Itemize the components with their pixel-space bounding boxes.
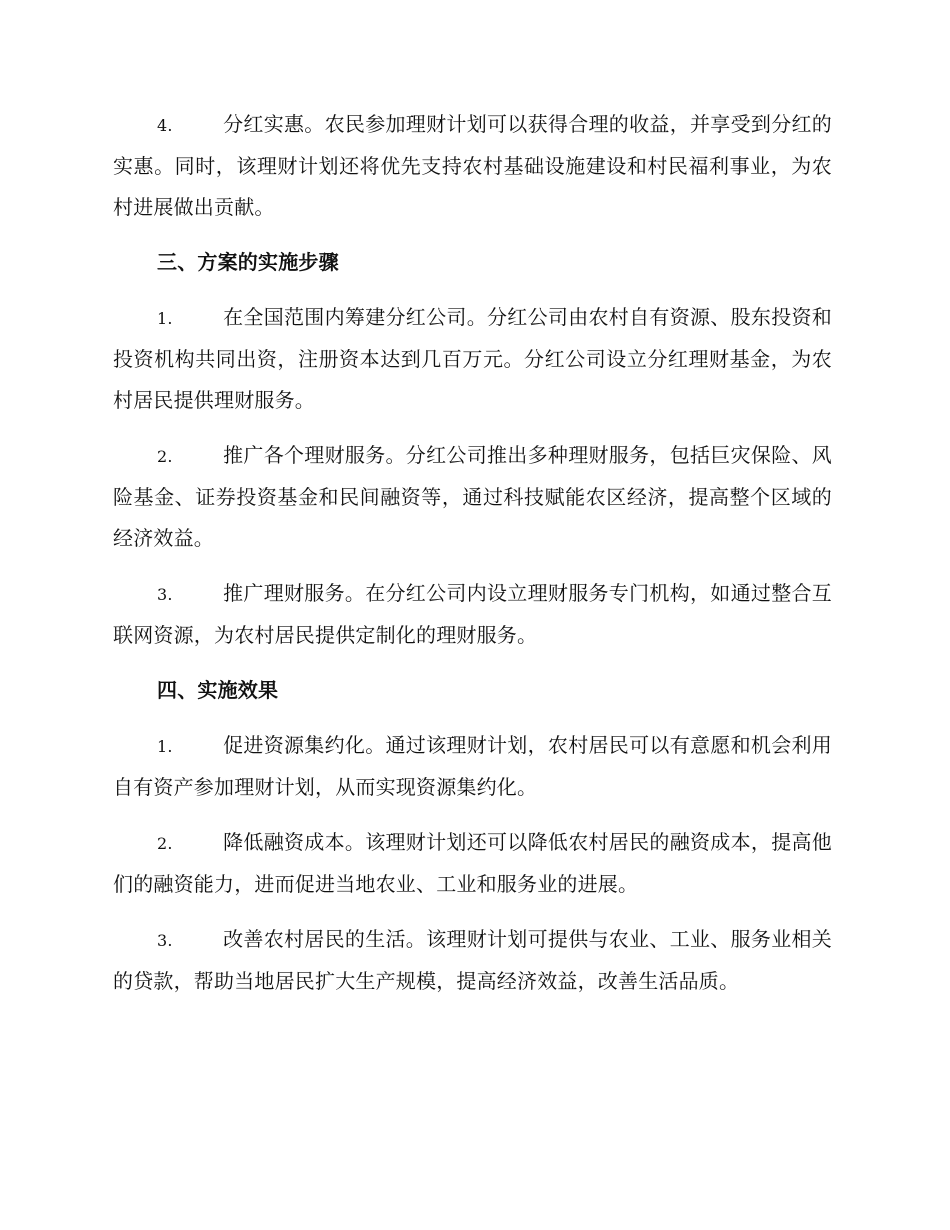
section-heading-implementation-steps: 三、方案的实施步骤 <box>157 250 339 274</box>
item-number: 2. <box>157 447 173 466</box>
item-number: 3. <box>157 585 173 604</box>
section-heading-implementation-effects: 四、实施效果 <box>157 678 279 702</box>
paragraph-effect-2 <box>113 822 832 905</box>
paragraph-text: 促进资源集约化。通过该理财计划，农村居民可以有意愿和机会利用自有资产参加理财计划，从而实现资源集约化。 <box>113 733 832 799</box>
item-number: 2. <box>157 834 173 853</box>
paragraph-effect-3 <box>113 919 832 1002</box>
paragraph-text: 降低融资成本。该理财计划还可以降低农村居民的融资成本，提高他们的融资能力，进而促进当地农业、工业和服务业的进展。 <box>113 830 832 896</box>
item-number: 1. <box>157 309 173 328</box>
item-number: 1. <box>157 737 173 756</box>
paragraph-step-3 <box>113 573 832 656</box>
paragraph-text: 改善农村居民的生活。该理财计划可提供与农业、工业、服务业相关的贷款，帮助当地居民扩大生产规模，提高经济效益，改善生活品质。 <box>113 927 832 993</box>
paragraph-text: 分红实惠。农民参加理财计划可以获得合理的收益，并享受到分红的实惠。同时，该理财计划还将优先支持农村基础设施建设和村民福利事业，为农村进展做出贡献。 <box>113 112 832 219</box>
paragraph-text: 推广理财服务。在分红公司内设立理财服务专门机构，如通过整合互联网资源，为农村居民提供定制化的理财服务。 <box>113 581 832 647</box>
paragraph-step-2 <box>113 435 832 559</box>
paragraph-step-1 <box>113 297 832 421</box>
item-number: 3. <box>157 931 173 950</box>
paragraph-text: 在全国范围内筹建分红公司。分红公司由农村自有资源、股东投资和投资机构共同出资，注册资本达到几百万元。分红公司设立分红理财基金，为农村居民提供理财服务。 <box>113 305 832 412</box>
paragraph-text: 推广各个理财服务。分红公司推出多种理财服务，包括巨灾保险、风险基金、证券投资基金和民间融资等，通过科技赋能农区经济，提高整个区域的经济效益。 <box>113 443 832 550</box>
paragraph-item-4-dividend <box>113 104 832 228</box>
paragraph-effect-1 <box>113 725 832 808</box>
item-number: 4. <box>157 116 173 135</box>
